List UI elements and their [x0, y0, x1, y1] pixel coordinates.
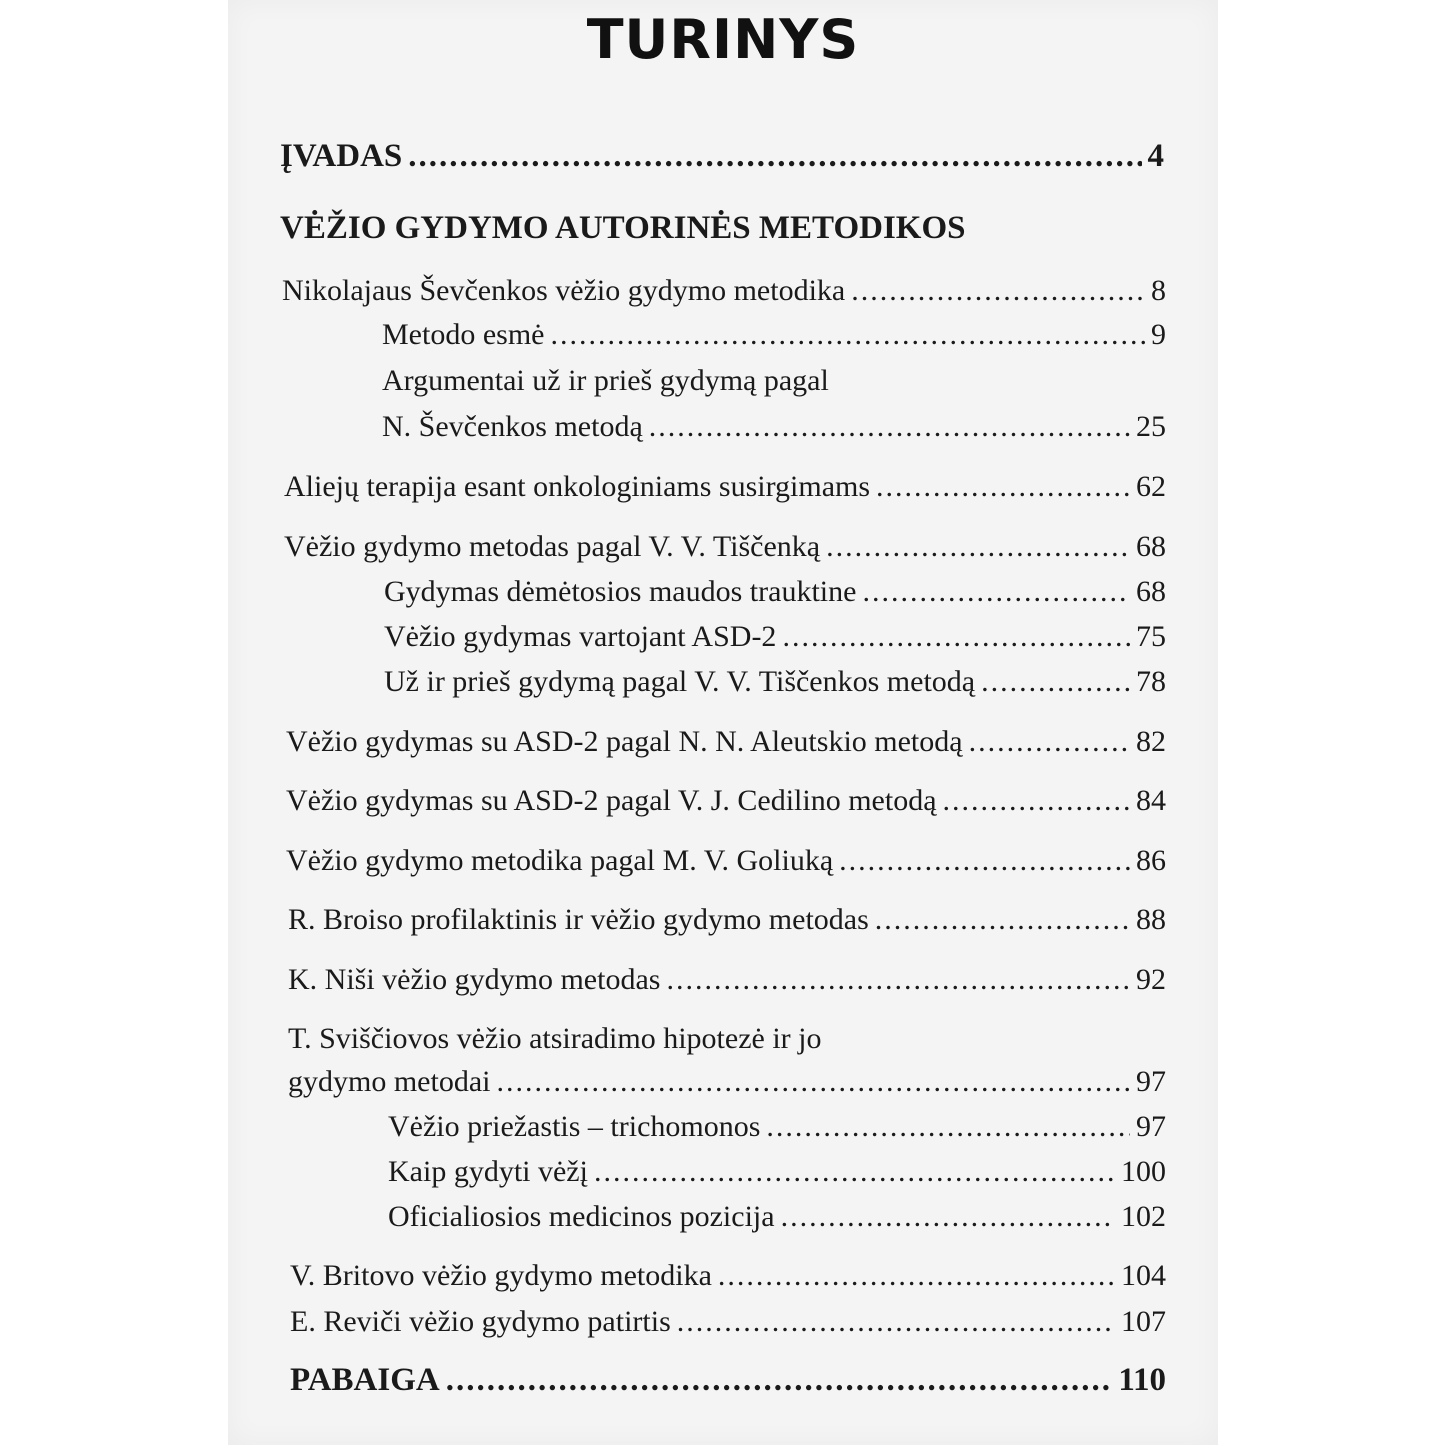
toc-entry-text: VĖŽIO GYDYMO AUTORINĖS METODIKOS [280, 210, 966, 246]
dot-leader [782, 620, 1130, 654]
dot-leader [446, 1362, 1113, 1399]
toc-subentry [382, 364, 829, 398]
dot-leader [981, 665, 1130, 699]
toc-entry [286, 784, 1166, 818]
toc-page-number: 78 [1136, 665, 1166, 698]
toc-page-number: 100 [1121, 1155, 1166, 1188]
toc-page-number: 9 [1151, 318, 1166, 351]
toc-subentry [388, 1155, 1166, 1189]
toc-page-number: 92 [1136, 963, 1166, 996]
toc-page-number: 82 [1136, 725, 1166, 758]
toc-page-number: 84 [1136, 784, 1166, 817]
toc-entry-text: Vėžio gydymas su ASD-2 pagal N. N. Aleutskio metodą [286, 725, 963, 758]
toc-page-number: 75 [1136, 620, 1166, 653]
toc-entry-text: E. Reviči vėžio gydymo patirtis [290, 1305, 671, 1338]
book-page [228, 0, 1218, 1445]
toc-page-number: 97 [1136, 1065, 1166, 1098]
toc-page-number: 102 [1121, 1200, 1166, 1233]
toc-entry-text: gydymo metodai [288, 1065, 491, 1098]
toc-entry-text: T. Sviščiovos vėžio atsiradimo hipotezė ir jo [288, 1022, 822, 1055]
toc-entry [290, 1305, 1166, 1339]
toc-entry-text: Kaip gydyti vėžį [388, 1155, 588, 1188]
toc-page-number: 8 [1151, 274, 1166, 307]
toc-entry-text: Vėžio gydymo metodas pagal V. V. Tiščenką [284, 530, 821, 563]
toc-entry [288, 903, 1166, 937]
dot-leader [718, 1259, 1115, 1293]
toc-entry [284, 470, 1166, 504]
toc-subentry [384, 575, 1166, 609]
toc-page-number: 88 [1136, 903, 1166, 936]
toc-page-number: 97 [1136, 1110, 1166, 1143]
toc-entry [284, 530, 1166, 564]
dot-leader [496, 1065, 1130, 1099]
dot-leader [594, 1155, 1115, 1189]
toc-entry [282, 274, 1166, 308]
toc-entry-text: Oficialiosios medicinos pozicija [388, 1200, 775, 1233]
toc-entry [288, 1022, 822, 1056]
toc-page-number: 4 [1147, 138, 1164, 174]
toc-entry-text: Metodo esmė [382, 318, 545, 351]
toc-page-number: 68 [1136, 530, 1166, 563]
toc-page-number: 68 [1136, 575, 1166, 608]
table-of-contents [228, 0, 1218, 1445]
dot-leader [875, 903, 1130, 937]
dot-leader [876, 470, 1130, 504]
toc-page-number: 104 [1121, 1259, 1166, 1292]
toc-entry-text: N. Ševčenkos metodą [382, 410, 643, 443]
toc-subentry [384, 665, 1166, 699]
toc-page-number: 25 [1136, 410, 1166, 443]
toc-subentry [388, 1200, 1166, 1234]
toc-entry-text: Už ir prieš gydymą pagal V. V. Tiščenkos metodą [384, 665, 976, 698]
toc-entry [290, 1259, 1166, 1293]
toc-entry-text: Vėžio gydymas su ASD-2 pagal V. J. Cedilino metodą [286, 784, 937, 817]
page-title: TURINYS [586, 8, 860, 71]
dot-leader [851, 274, 1145, 308]
dot-leader [826, 530, 1130, 564]
toc-entry-text: Aliejų terapija esant onkologiniams susirgimams [284, 470, 871, 503]
dot-leader [969, 725, 1130, 759]
dot-leader [839, 844, 1130, 878]
toc-entry-text: Gydymas dėmėtosios maudos trauktine [384, 575, 857, 608]
toc-entry-text: PABAIGA [290, 1362, 440, 1398]
dot-leader [677, 1305, 1115, 1339]
dot-leader [943, 784, 1130, 818]
toc-entry [288, 963, 1166, 997]
toc-page-number: 107 [1121, 1305, 1166, 1338]
toc-entry-pabaiga [290, 1362, 1166, 1399]
toc-section-heading [280, 210, 966, 247]
toc-entry-text: ĮVADAS [280, 138, 403, 174]
toc-entry-text: Vėžio gydymas vartojant ASD-2 [384, 620, 777, 653]
dot-leader [649, 410, 1130, 444]
toc-entry-text: R. Broiso profilaktinis ir vėžio gydymo metodas [288, 903, 869, 936]
dot-leader [550, 318, 1145, 352]
toc-entry [286, 725, 1166, 759]
toc-entry-text: Vėžio gydymo metodika pagal M. V. Goliuką [286, 844, 834, 877]
toc-page-number: 86 [1136, 844, 1166, 877]
dot-leader [766, 1110, 1130, 1144]
toc-entry-ivadas [280, 138, 1164, 175]
toc-subentry [382, 318, 1166, 352]
toc-entry-text: Argumentai už ir prieš gydymą pagal [382, 364, 829, 397]
toc-subentry [382, 410, 1166, 444]
dot-leader [781, 1200, 1115, 1234]
toc-entry [288, 1065, 1166, 1099]
toc-entry-text: V. Britovo vėžio gydymo metodika [290, 1259, 712, 1292]
dot-leader [408, 138, 1141, 175]
toc-subentry [384, 620, 1166, 654]
toc-page-number: 62 [1136, 470, 1166, 503]
toc-entry [286, 844, 1166, 878]
toc-entry-text: Vėžio priežastis – trichomonos [388, 1110, 761, 1143]
dot-leader [666, 963, 1130, 997]
toc-subentry [388, 1110, 1166, 1144]
toc-entry-text: Nikolajaus Ševčenkos vėžio gydymo metodika [282, 274, 846, 307]
dot-leader [862, 575, 1130, 609]
toc-page-number: 110 [1118, 1362, 1166, 1398]
toc-entry-text: K. Niši vėžio gydymo metodas [288, 963, 661, 996]
